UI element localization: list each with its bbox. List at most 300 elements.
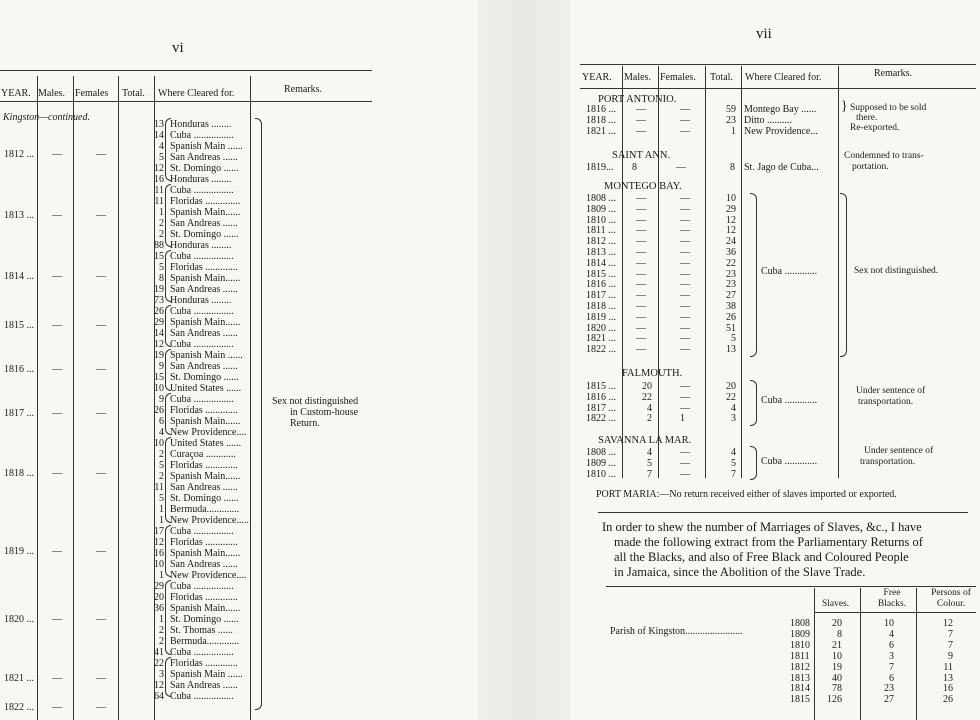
savanna-females: — [680,457,690,469]
falmouth-remark-1: Under sentence of [856,386,926,396]
row-total: 26 [154,405,164,416]
falmouth-year: 1822 ... [586,413,616,425]
montego-males-dash: — [636,214,646,226]
row-total: 10 [154,383,164,394]
montego-males-dash: — [636,225,646,237]
port-antonio-remark-1: Supposed to be sold [850,103,927,113]
header-remarks: Remarks. [874,68,913,79]
row-place: Cuba ................ [170,526,234,537]
montego-total: 13 [726,344,736,356]
col-rule [658,66,659,478]
montego-total: 12 [726,225,736,237]
row-total: 17 [154,526,164,537]
col-rule [838,66,839,478]
row-total: 2 [159,218,164,229]
row-place: Cuba ................ [170,691,234,702]
right-page [570,0,980,720]
port-maria-note: PORT MARIA:—No return received either of slaves imported or exported. [596,489,897,500]
montego-males-dash: — [636,236,646,248]
paragraph-line-1: In order to shew the number of Marriages of Slaves, &c., I have [602,520,922,534]
row-total: 2 [159,636,164,647]
row-place: Spanish Main ...... [170,141,243,152]
year-brace [165,580,171,655]
row-total: 20 [154,592,164,603]
row-place: Honduras ........ [170,119,232,130]
row-place: Spanish Main...... [170,317,241,328]
montego-year: 1818 ... [586,301,616,312]
falmouth-place: Cuba ............. [761,395,818,406]
falmouth-males: 4 [647,402,652,414]
row-total: 4 [159,427,164,438]
header-where-cleared: Where Cleared for. [745,72,822,83]
savanna-place: Cuba ............. [761,456,818,467]
marriage-free-blacks: 27 [884,694,894,706]
col-rule [916,588,917,720]
port-antonio-year: 1821 ... [586,126,616,137]
males-dash: — [52,271,62,282]
montego-brace [750,193,757,357]
males-dash: — [52,320,62,331]
montego-females-dash: — [680,311,690,323]
montego-males-dash: — [636,268,646,280]
females-dash: — [96,468,106,479]
montego-males-dash: — [636,279,646,291]
montego-total: 10 [726,193,736,204]
montego-females-dash: — [680,290,690,302]
row-place: New Providence.... [170,427,247,438]
row-place: San Andreas ...... [170,482,238,493]
row-place: San Andreas ...... [170,218,238,229]
marriage-row-label: Parish of Kingston....................... [610,626,743,637]
header-remarks: Remarks. [284,84,323,95]
marriage-slaves: 78 [832,683,842,695]
marriage-slaves: 40 [832,672,842,684]
row-total: 4 [159,141,164,152]
marriage-year: 1809 [790,628,810,640]
montego-remark: Sex not distinguished. [854,266,939,276]
montego-females-dash: — [680,301,690,312]
paragraph-line-4: in Jamaica, since the Abolition of the Slave Trade. [614,565,866,579]
females-dash: — [96,149,106,160]
montego-females-dash: — [680,268,690,280]
remark-line-2: in Custom-house [290,407,359,418]
col-rule [37,76,38,720]
montego-total: 38 [726,301,736,312]
marriage-year: 1815 [790,694,810,706]
row-total: 1 [159,504,164,515]
montego-year: 1819 ... [586,311,616,323]
row-total: 2 [159,625,164,636]
year-label: 1819 ... [4,546,34,557]
row-place: Floridas ............. [170,537,238,548]
row-total: 73 [154,295,164,306]
row-place: St. Domingo ...... [170,229,239,240]
marriage-colour: 16 [943,683,953,695]
montego-total: 24 [726,236,736,248]
montego-females-dash: — [680,236,690,248]
row-place: Floridas .............. [170,196,241,207]
males-dash: — [52,546,62,557]
males-dash: — [52,702,62,713]
row-place: New Providence.... [170,570,247,581]
port-antonio-remark-3: Re-exported. [850,123,900,133]
males-dash: — [52,468,62,479]
port-antonio-place: Ditto .......... [744,115,793,126]
marriage-table-top-rule [606,586,976,587]
saint-ann-remark-2: portation. [852,162,889,172]
savanna-males: 4 [647,447,652,458]
header-year: YEAR. [1,88,31,99]
females-dash: — [96,210,106,221]
marriage-free-blacks: 7 [889,661,894,673]
marriage-year: 1810 [790,639,810,651]
page-number-left: vi [172,40,184,56]
remark-line-3: Return. [290,418,320,429]
savanna-year: 1809 ... [586,457,616,469]
year-label: 1817 ... [4,408,34,419]
marriage-colour: 12 [943,618,953,629]
marriage-colour: 13 [943,672,953,684]
row-total: 15 [154,251,164,262]
port-antonio-place: Montego Bay ...... [744,104,817,115]
falmouth-year: 1817 ... [586,402,616,414]
row-place: Spanish Main...... [170,471,241,482]
port-antonio-year: 1816 ... [586,104,616,115]
savanna-males: 5 [647,457,652,469]
col-rule [250,76,251,720]
col-rule [741,66,742,478]
port-antonio-males: — [636,104,646,115]
row-place: San Andreas ...... [170,361,238,372]
savanna-females: — [680,447,690,458]
savanna-total: 7 [731,468,736,480]
montego-males-dash: — [636,290,646,302]
montego-year: 1814 ... [586,257,616,269]
montego-total: 36 [726,247,736,258]
marriage-slaves: 8 [837,628,842,640]
falmouth-total: 3 [731,413,736,425]
row-place: St. Domingo ...... [170,614,239,625]
montego-females-dash: — [680,193,690,204]
row-place: Floridas ............. [170,658,238,669]
row-place: Floridas ............. [170,262,238,273]
montego-males-dash: — [636,322,646,334]
row-total: 1 [159,614,164,625]
page-number-right: vii [756,26,772,42]
year-brace [165,305,171,347]
col-rule [118,76,119,720]
row-place: United States ...... [170,383,242,394]
year-brace [165,250,171,302]
header-bottom-rule [580,88,976,89]
saint-ann-place: St. Jago de Cuba... [744,162,819,173]
row-total: 5 [159,460,164,471]
row-total: 64 [154,691,164,702]
section-montego-bay: MONTEGO BAY. [604,181,682,192]
row-total: 22 [154,658,164,669]
row-place: Spanish Main ...... [170,669,243,680]
header-total: Total. [710,72,733,83]
col-rule [705,66,706,478]
row-place: Spanish Main...... [170,416,241,427]
montego-males-dash: — [636,333,646,345]
row-place: San Andreas ...... [170,680,238,691]
row-total: 1 [159,207,164,218]
header-where-cleared: Where Cleared for. [158,88,235,99]
port-antonio-males: — [636,115,646,126]
marriage-free-blacks: 6 [889,672,894,684]
montego-females-dash: — [680,203,690,215]
falmouth-remark-2: transportation. [858,397,914,407]
montego-total: 5 [731,333,736,345]
marriage-year: 1813 [790,672,810,684]
row-total: 3 [159,669,164,680]
row-place: San Andreas ...... [170,559,238,570]
marriage-free-blacks: 3 [889,650,894,662]
falmouth-females: — [680,402,690,414]
males-dash: — [52,210,62,221]
year-brace [165,393,171,435]
falmouth-males: 2 [647,413,652,425]
year-brace [165,657,171,697]
montego-total: 23 [726,268,736,280]
row-place: Spanish Main...... [170,207,241,218]
port-antonio-males: — [636,126,646,137]
montego-females-dash: — [680,333,690,345]
row-total: 8 [159,273,164,284]
paragraph-line-3: all the Blacks, and also of Free Black and Coloured People [614,550,909,564]
marriage-slaves: 126 [827,694,842,706]
falmouth-females: — [680,391,690,403]
males-dash: — [52,614,62,625]
year-label: 1820 ... [4,614,34,625]
falmouth-brace [750,380,757,426]
montego-males-dash: — [636,344,646,356]
savanna-year: 1808 ... [586,447,616,458]
row-place: Cuba ................ [170,581,234,592]
marriage-header-slaves: Slaves. [822,599,850,609]
females-dash: — [96,364,106,375]
marriage-slaves: 19 [832,661,842,673]
marriage-header-free-blacks: Free Blacks. [877,588,907,609]
row-total: 12 [154,680,164,691]
year-label: 1814 ... [4,271,34,282]
savanna-males: 7 [647,468,652,480]
col-rule [860,588,861,720]
males-dash: — [52,673,62,684]
marriage-slaves: 21 [832,639,842,651]
montego-year: 1816 ... [586,279,616,291]
book-gutter [478,0,570,720]
marriage-slaves: 20 [832,618,842,629]
females-dash: — [96,546,106,557]
montego-males-dash: — [636,193,646,204]
row-place: Spanish Main ...... [170,350,243,361]
col-rule [814,588,815,720]
row-place: Spanish Main...... [170,273,241,284]
montego-place: Cuba ............. [761,266,818,277]
header-males: Males. [38,88,65,99]
row-place: New Providence..... [170,515,249,526]
row-total: 12 [154,339,164,350]
row-place: United States ...... [170,438,242,449]
females-dash: — [96,320,106,331]
row-place: Cuba ................ [170,339,234,350]
montego-total: 27 [726,290,736,302]
montego-year: 1822 ... [586,344,616,356]
marriage-year: 1814 [790,683,810,695]
row-total: 16 [154,174,164,185]
falmouth-total: 20 [726,381,736,392]
port-antonio-total: 59 [726,104,736,115]
year-label: 1822 ... [4,702,34,713]
montego-year: 1812 ... [586,236,616,248]
year-label: 1818 ... [4,468,34,479]
row-total: 19 [154,284,164,295]
row-total: 5 [159,262,164,273]
section-kingston: Kingston—continued. [3,112,90,123]
falmouth-total: 4 [731,402,736,414]
montego-total: 29 [726,203,736,215]
section-falmouth: FALMOUTH. [622,368,683,379]
col-rule [73,76,74,720]
savanna-remark-2: transportation. [860,457,916,467]
females-dash: — [96,702,106,713]
row-place: Cuba ................ [170,306,234,317]
row-total: 2 [159,449,164,460]
row-total: 5 [159,152,164,163]
montego-total: 23 [726,279,736,291]
year-brace [165,184,171,247]
row-total: 19 [154,350,164,361]
row-total: 14 [154,328,164,339]
montego-year: 1815 ... [586,268,616,280]
males-dash: — [52,149,62,160]
year-brace [165,525,171,577]
saint-ann-females: — [676,162,686,173]
section-saint-ann: SAINT ANN. [612,150,671,161]
header-total: Total. [122,88,145,99]
saint-ann-remark-1: Condemned to trans- [844,151,924,161]
row-total: 2 [159,229,164,240]
marriage-header-rule [814,612,976,613]
port-antonio-total: 1 [731,126,736,137]
falmouth-males: 20 [642,381,652,392]
montego-females-dash: — [680,279,690,291]
marriage-colour: 7 [948,639,953,651]
montego-females-dash: — [680,322,690,334]
header-males: Males. [624,72,651,83]
divider-rule [598,512,968,513]
row-total: 13 [154,119,164,130]
montego-females-dash: — [680,214,690,226]
port-antonio-total: 23 [726,115,736,126]
females-dash: — [96,614,106,625]
row-place: Spanish Main...... [170,548,241,559]
savanna-total: 5 [731,457,736,469]
row-place: Floridas ............. [170,405,238,416]
year-label: 1813 ... [4,210,34,221]
montego-total: 12 [726,214,736,226]
section-port-antonio: PORT ANTONIO. [598,94,677,105]
marriage-colour: 26 [943,694,953,706]
row-total: 15 [154,372,164,383]
year-label: 1815 ... [4,320,34,331]
row-total: 12 [154,163,164,174]
montego-year: 1821 ... [586,333,616,345]
header-year: YEAR. [582,72,612,83]
montego-males-dash: — [636,257,646,269]
row-place: Cuba ................ [170,185,234,196]
females-dash: — [96,673,106,684]
row-place: Cuba ................ [170,251,234,262]
marriage-free-blacks: 10 [884,618,894,629]
savanna-total: 4 [731,447,736,458]
row-place: Curaçoa ............ [170,449,236,460]
montego-remark-brace [840,193,847,357]
row-place: Floridas ............. [170,460,238,471]
montego-year: 1820 ... [586,322,616,334]
remarks-brace [255,118,262,710]
row-place: Bermuda............. [170,636,240,647]
row-total: 9 [159,361,164,372]
montego-males-dash: — [636,247,646,258]
females-dash: — [96,408,106,419]
falmouth-total: 22 [726,391,736,403]
males-dash: — [52,408,62,419]
montego-year: 1810 ... [586,214,616,226]
row-place: St. Domingo ...... [170,493,239,504]
montego-females-dash: — [680,225,690,237]
montego-females-dash: — [680,257,690,269]
marriage-header-colour: Persons of Colour. [931,588,971,609]
savanna-females: — [680,468,690,480]
row-place: Floridas ............. [170,592,238,603]
paragraph-line-2: made the following extract from the Parliamentary Returns of [614,535,923,549]
row-total: 41 [154,647,164,658]
port-antonio-remark-2: there. [856,113,878,123]
header-bottom-rule [0,101,372,102]
marriage-free-blacks: 6 [889,639,894,651]
marriage-colour: 11 [943,661,953,673]
saint-ann-total: 8 [730,162,735,173]
falmouth-year: 1815 ... [586,381,616,392]
row-total: 10 [154,438,164,449]
saint-ann-males: 8 [632,162,637,173]
remark-line-1: Sex not distinguished [272,396,359,407]
marriage-year: 1808 [790,618,810,629]
year-brace [165,349,171,391]
header-females: Females. [660,72,696,83]
row-total: 29 [154,317,164,328]
falmouth-males: 22 [642,391,652,403]
row-total: 10 [154,559,164,570]
port-antonio-females: — [680,104,690,115]
row-total: 1 [159,570,164,581]
row-place: St. Domingo ...... [170,163,239,174]
row-total: 5 [159,493,164,504]
montego-year: 1811 ... [586,225,616,237]
row-place: Cuba ................ [170,394,234,405]
montego-total: 51 [726,322,736,334]
row-place: Honduras ........ [170,295,232,306]
row-total: 26 [154,306,164,317]
montego-males-dash: — [636,301,646,312]
left-page [0,0,478,720]
savanna-year: 1810 ... [586,468,616,480]
year-label: 1821 ... [4,673,34,684]
port-antonio-females: — [680,115,690,126]
